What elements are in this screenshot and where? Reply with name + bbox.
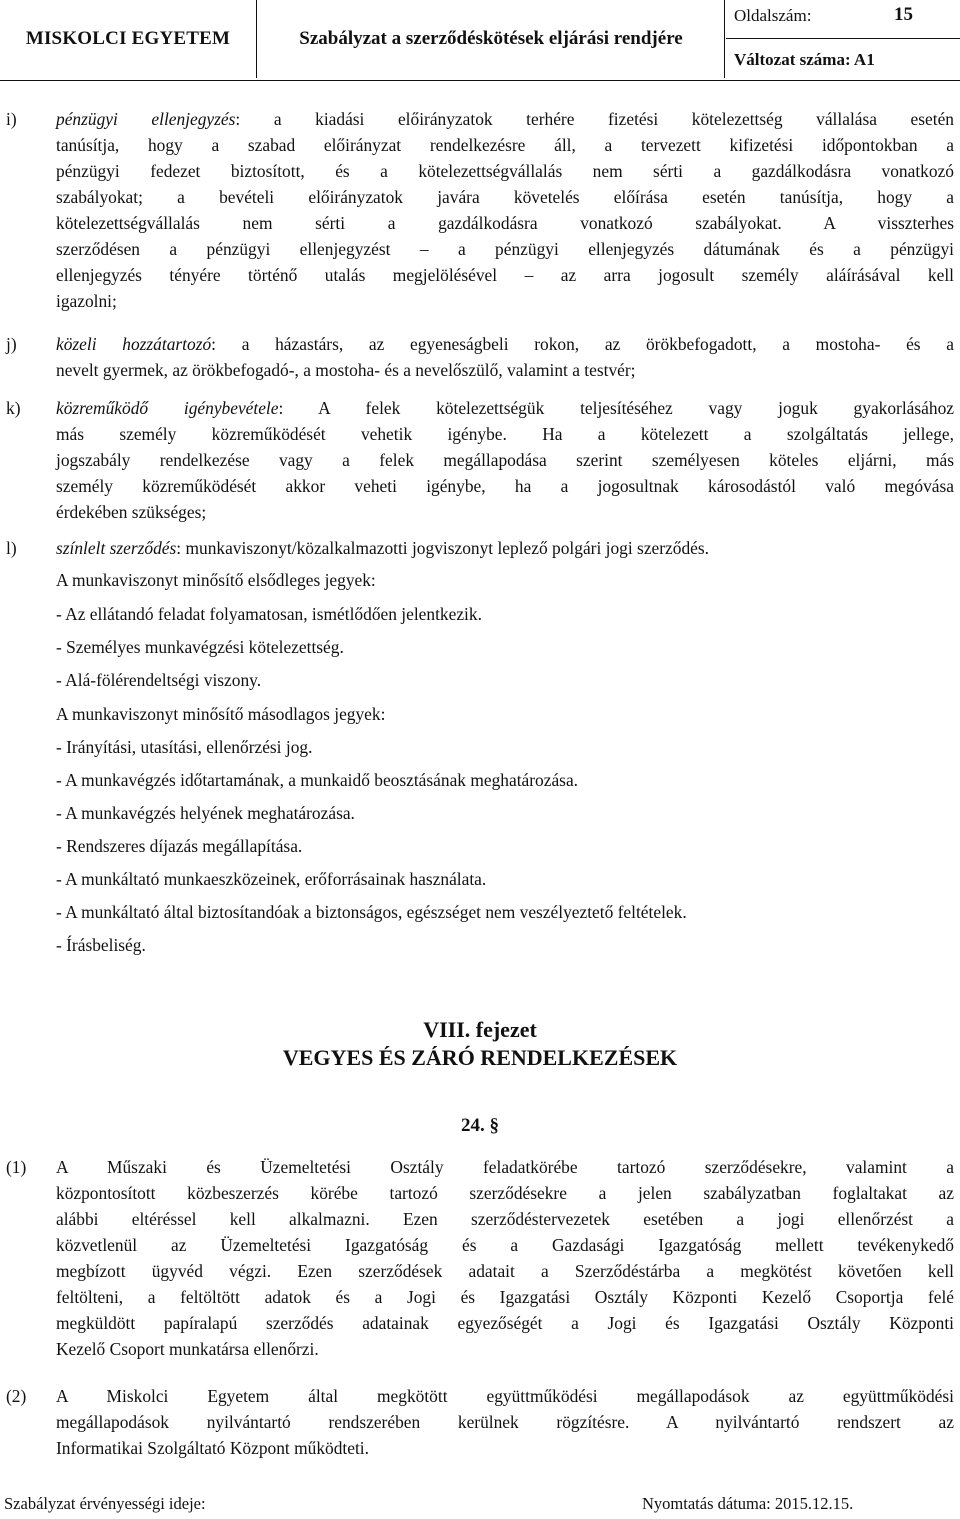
item-i-line: igazolni;: [56, 291, 117, 311]
document-title: Szabályzat a szerződéskötések eljárási rendjére: [299, 28, 683, 49]
item-i-line: pénzügyi fedezet biztosított, és a kötelezettségvállalás nem sérti a gazdálkodásra vonatkozó: [56, 161, 954, 181]
header-title-cell: [258, 0, 725, 78]
version-label: Változat száma: A1: [734, 50, 875, 69]
paragraph-line: Informatikai Szolgáltató Központ működteti.: [56, 1438, 369, 1458]
paragraph-line: A Műszaki és Üzemeltetési Osztály feladatkörébe tartozó szerződésekre, valamint a: [56, 1157, 954, 1177]
paragraph-line: központosított közbeszerzés körébe tartozó szerződésekre a jelen szabályzatban foglaltakat az: [56, 1183, 954, 1203]
defined-term: pénzügyi ellenjegyzés: [56, 109, 236, 129]
paragraph-line: megbízott ügyvéd végzi. Ezen szerződések adatait a Szerződéstárba a megkötést követően kell: [56, 1261, 954, 1281]
secondary-criterion: - A munkáltató munkaeszközeinek, erőforrásainak használata.: [56, 869, 487, 889]
paragraph-line: megküldött papíralapú szerződés adatainak egyezőségét a Jogi és Igazgatási Osztály Központi: [56, 1313, 954, 1333]
item-k-definition: [56, 395, 954, 525]
paragraph-line: megállapodások nyilvántartó rendszerében kerülnek rögzítésre. A nyilvántartó rendszert az: [56, 1412, 954, 1432]
item-k-line: más személy közreműködését vehetik igénybe. Ha a kötelezett a szolgáltatás jellege,: [56, 424, 954, 444]
header-meta-cell: [726, 0, 960, 78]
item-i-definition: [56, 106, 954, 314]
page-number-row: [726, 0, 960, 39]
secondary-criterion: - Írásbeliség.: [56, 935, 146, 955]
chapter-title: VEGYES ÉS ZÁRÓ RENDELKEZÉSEK: [282, 1045, 678, 1070]
primary-criterion: - Alá-fölérendeltségi viszony.: [56, 670, 262, 690]
item-j-line: közeli hozzátartozó: a házastárs, az egyeneságbeli rokon, az örökbefogadott, a mostoha- és a: [56, 334, 954, 354]
primary-criterion: - Személyes munkavégzési kötelezettség.: [56, 637, 344, 657]
item-label-j: j): [6, 334, 17, 354]
paragraph-line: feltölteni, a feltöltött adatok és a Jogi és Igazgatási Osztály Központi Kezelő Csoportja felé: [56, 1287, 954, 1307]
item-j-definition: [56, 331, 954, 383]
version-row: [726, 40, 960, 78]
secondary-criterion: - A munkavégzés helyének meghatározása.: [56, 803, 355, 823]
defined-term: színlelt szerződés: [56, 538, 177, 558]
secondary-criterion: - A munkavégzés időtartamának, a munkaidő beosztásának meghatározása.: [56, 770, 579, 790]
paragraph-2: [56, 1383, 954, 1461]
item-i-line: kötelezettségvállalás nem sérti a gazdálkodásra vonatkozó szabályokat. A visszterhes: [56, 213, 954, 233]
header-university-cell: [0, 0, 257, 78]
item-l-definition: színlelt szerződés: munkaviszonyt/közalkalmazotti jogviszonyt leplező polgári jogi szerződés.: [56, 538, 709, 558]
secondary-criterion: - A munkáltató által biztosítandóak a biztonságos, egészséget nem veszélyeztető feltételek.: [56, 902, 687, 922]
item-i-line: tanúsítja, hogy a szabad előirányzat rendelkezésre áll, a tervezett kifizetési időpontokban a: [56, 135, 954, 155]
defined-term: közeli hozzátartozó: [56, 334, 212, 354]
paragraph-number: (1): [6, 1157, 27, 1177]
paragraph-line: Kezelő Csoport munkatársa ellenőrzi.: [56, 1339, 319, 1359]
header-rule: [0, 80, 960, 81]
document-header: [0, 0, 960, 84]
page-number: 15: [894, 4, 913, 25]
paragraph-line: közvetlenül az Üzemeltetési Igazgatóság és a Gazdasági Igazgatóság mellett tevékenykedő: [56, 1235, 954, 1255]
chapter-number: VIII. fejezet: [423, 1017, 537, 1042]
item-i-line: szerződésen a pénzügyi ellenjegyzést – a pénzügyi ellenjegyzés dátumának és a pénzügyi: [56, 239, 954, 259]
footer-validity: Szabályzat érvényességi ideje:: [4, 1494, 206, 1513]
footer-print-date: Nyomtatás dátuma: 2015.12.15.: [642, 1494, 854, 1513]
primary-criteria-heading: A munkaviszonyt minősítő elsődleges jegyek:: [56, 570, 376, 590]
item-i-line: ellenjegyzés tényére történő utalás megjelölésével – az arra jogosult személy aláírásával kell: [56, 265, 954, 285]
item-j-line: nevelt gyermek, az örökbefogadó-, a mostoha- és a nevelőszülő, valamint a testvér;: [56, 360, 636, 380]
item-label-k: k): [6, 398, 21, 418]
university-name: MISKOLCI EGYETEM: [25, 28, 231, 49]
section-number: 24. §: [461, 1115, 499, 1136]
paragraph-1: [56, 1154, 954, 1362]
item-k-line: jogszabály rendelkezése vagy a felek megállapodása szerint személyesen köteles eljárni, más: [56, 450, 954, 470]
item-k-line: személy közreműködését akkor veheti igénybe, ha a jogosultnak károsodástól való megóvása: [56, 476, 954, 496]
secondary-criterion: - Rendszeres díjazás megállapítása.: [56, 836, 303, 856]
item-label-i: i): [6, 109, 17, 129]
secondary-criterion: - Irányítási, utasítási, ellenőrzési jog.: [56, 737, 313, 757]
defined-term: közreműködő igénybevétele: [56, 398, 279, 418]
paragraph-number: (2): [6, 1386, 27, 1406]
item-label-l: l): [6, 538, 17, 558]
item-i-line: pénzügyi ellenjegyzés: a kiadási előirányzatok terhére fizetési kötelezettség vállalása esetén: [56, 109, 955, 129]
secondary-criteria-heading: A munkaviszonyt minősítő másodlagos jegyek:: [56, 704, 386, 724]
primary-criterion: - Az ellátandó feladat folyamatosan, ismétlődően jelentkezik.: [56, 604, 482, 624]
paragraph-line: alábbi eltéréssel kell alkalmazni. Ezen szerződéstervezetek esetében a jogi ellenőrzést a: [56, 1209, 954, 1229]
item-k-line: közreműködő igénybevétele: A felek kötelezettségük teljesítéséhez vagy joguk gyakorlásához: [56, 398, 954, 418]
item-i-line: szabályokat; a bevételi előirányzatok javára követelés előírása esetén tanúsítja, hogy a: [56, 187, 954, 207]
paragraph-line: A Miskolci Egyetem által megkötött együttműködési megállapodások az együttműködési: [56, 1386, 954, 1406]
item-k-line: érdekében szükséges;: [56, 502, 207, 522]
page-number-label: Oldalszám:: [734, 6, 812, 25]
